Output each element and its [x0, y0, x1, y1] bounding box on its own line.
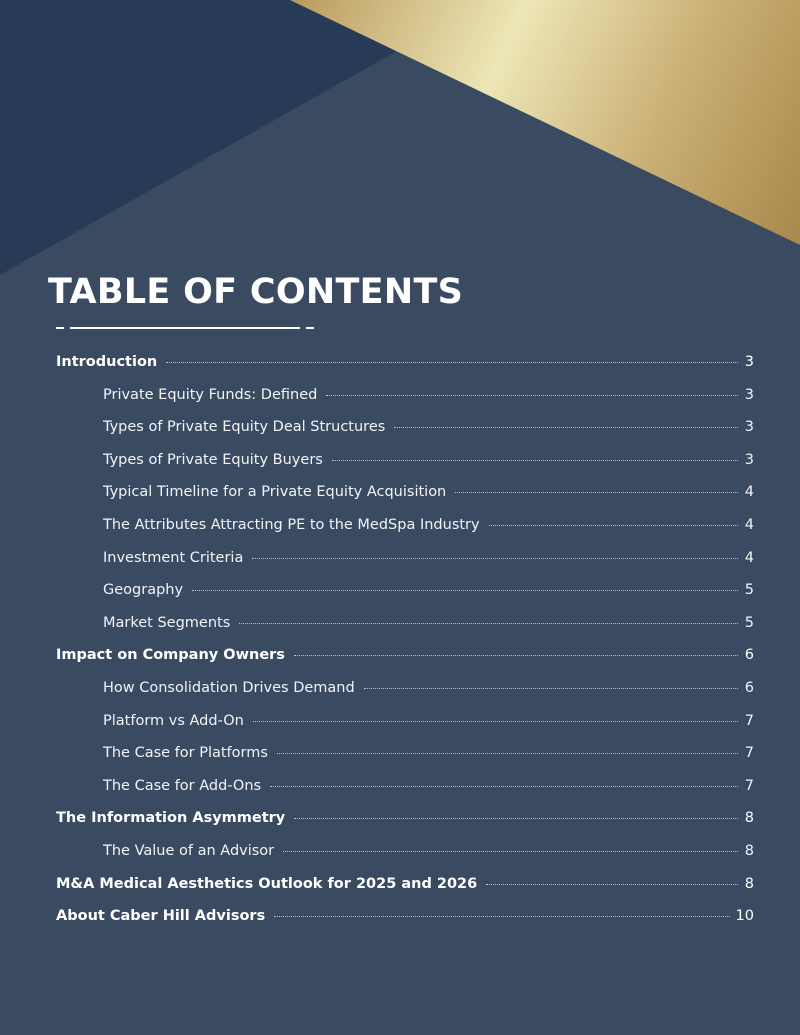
dot-leader	[326, 394, 738, 396]
dot-leader	[294, 654, 738, 656]
toc-entry-label: M&A Medical Aesthetics Outlook for 2025 and 2026	[56, 875, 478, 892]
toc-page-number: 3	[744, 386, 754, 403]
toc-entry-label: Typical Timeline for a Private Equity Acquisition	[103, 484, 447, 501]
toc-entry-label: The Case for Add-Ons	[103, 777, 262, 794]
toc-subsection-entry[interactable]	[56, 737, 754, 770]
dot-leader	[274, 915, 729, 917]
dot-leader	[277, 752, 738, 754]
toc-page-number: 6	[744, 679, 754, 696]
toc-page-number: 4	[744, 549, 754, 566]
dot-leader	[192, 589, 738, 591]
toc-entry-label: The Case for Platforms	[103, 745, 268, 762]
toc-page-number: 5	[744, 614, 754, 631]
dot-leader	[253, 720, 738, 722]
dot-leader	[489, 524, 738, 526]
title-rule-left	[56, 327, 64, 329]
dot-leader	[252, 557, 738, 559]
dot-leader	[332, 459, 738, 461]
dot-leader	[455, 491, 738, 493]
toc-entry-label: Impact on Company Owners	[56, 647, 285, 664]
toc-page-number: 7	[744, 777, 754, 794]
toc-page-number: 5	[744, 582, 754, 599]
title-rule-right	[306, 327, 314, 329]
toc-subsection-entry[interactable]	[56, 607, 754, 640]
toc-page-number: 3	[744, 354, 754, 370]
toc-subsection-entry[interactable]	[56, 411, 754, 444]
toc-entry-label: Investment Criteria	[103, 549, 244, 566]
toc-entry-label: Platform vs Add-On	[103, 712, 244, 729]
dot-leader	[364, 687, 738, 689]
toc-subsection-entry[interactable]	[56, 509, 754, 542]
toc-subsection-entry[interactable]	[56, 835, 754, 868]
toc-page-number: 8	[744, 842, 754, 859]
toc-entry-label: Types of Private Equity Buyers	[103, 451, 323, 468]
toc-page-number: 8	[744, 810, 754, 827]
navy-triangle	[0, 0, 395, 275]
toc-subsection-entry[interactable]	[56, 476, 754, 509]
toc-entry-label: How Consolidation Drives Demand	[103, 679, 355, 696]
toc-subsection-entry[interactable]	[56, 542, 754, 575]
title-rule-center	[70, 327, 300, 329]
toc-subsection-entry[interactable]	[56, 379, 754, 412]
toc-section-entry[interactable]	[56, 639, 754, 672]
toc-page-number: 3	[744, 419, 754, 436]
toc-page-number: 7	[744, 712, 754, 729]
toc-section-entry[interactable]	[56, 900, 754, 933]
gold-triangle	[290, 0, 800, 245]
toc-entry-label: Market Segments	[103, 614, 231, 631]
toc-subsection-entry[interactable]	[56, 705, 754, 738]
toc-subsection-entry[interactable]	[56, 444, 754, 477]
dot-leader	[283, 850, 738, 852]
toc-section-entry[interactable]	[56, 346, 754, 379]
dot-leader	[486, 883, 738, 885]
toc-page-number: 3	[744, 451, 754, 468]
toc-page-number: 10	[735, 908, 754, 925]
dot-leader	[270, 785, 738, 787]
toc-subsection-entry[interactable]	[56, 770, 754, 803]
toc-subsection-entry[interactable]	[56, 574, 754, 607]
table-of-contents	[56, 346, 754, 933]
page-title: TABLE OF CONTENTS	[48, 272, 464, 312]
dot-leader	[166, 361, 738, 363]
dot-leader	[394, 426, 738, 428]
toc-entry-label: About Caber Hill Advisors	[56, 908, 266, 925]
toc-page-number: 4	[744, 516, 754, 533]
toc-page-number: 8	[744, 875, 754, 892]
toc-entry-label: Types of Private Equity Deal Structures	[103, 419, 386, 436]
toc-page-number: 6	[744, 647, 754, 664]
toc-subsection-entry[interactable]	[56, 672, 754, 705]
toc-section-entry[interactable]	[56, 868, 754, 901]
toc-entry-label: Private Equity Funds: Defined	[103, 386, 318, 403]
toc-page-number: 7	[744, 745, 754, 762]
toc-entry-label: The Attributes Attracting PE to the MedSpa Industry	[103, 516, 480, 533]
toc-section-entry[interactable]	[56, 802, 754, 835]
dot-leader	[239, 622, 738, 624]
toc-entry-label: Geography	[103, 582, 184, 599]
toc-entry-label: The Value of an Advisor	[103, 842, 275, 859]
toc-entry-label: Introduction	[56, 354, 158, 370]
toc-entry-label: The Information Asymmetry	[56, 810, 286, 827]
dot-leader	[294, 817, 738, 819]
header-decoration	[0, 0, 800, 300]
toc-page-number: 4	[744, 484, 754, 501]
